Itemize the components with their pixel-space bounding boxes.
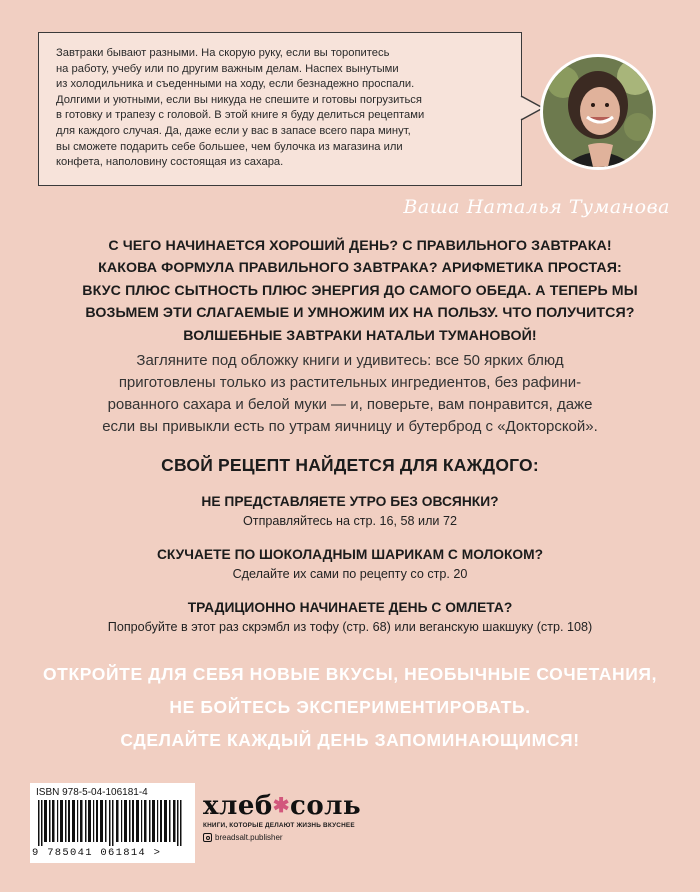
lead-paragraph [70,235,650,347]
intro-paragraph [60,350,640,438]
barcode-icon [36,800,188,846]
lead-line: ВКУС ПЛЮС СЫТНОСТЬ ПЛЮС ЭНЕРГИЯ ДО САМОГО ОБЕДА. А ТЕПЕРЬ МЫ [82,282,638,299]
publisher-handle [203,833,373,842]
lead-line: ВОЗЬМЕМ ЭТИ СЛАГАЕМЫЕ И УМНОЖИМ ИХ НА ПОЛЬЗУ. ЧТО ПОЛУЧИТСЯ? [85,305,635,322]
quote-line: вы сможете подарить себе большее, чем булочка из магазина или [56,140,403,153]
publisher-wordmark [203,791,373,820]
isbn-digits: 9 785041 061814 > [32,847,162,859]
lead-line: С ЧЕГО НАЧИНАЕТСЯ ХОРОШИЙ ДЕНЬ? С ПРАВИЛЬНОГО ЗАВТРАКА! [108,238,612,254]
quote-line: Долгими и уютными, если вы никуда не спешите и готовы погрузиться [56,93,422,106]
tip-chocolate-balls [40,547,660,581]
isbn-barcode-box [30,783,195,863]
lead-line: ВОЛШЕБНЫЕ ЗАВТРАКИ НАТАЛЬИ ТУМАНОВОЙ! [183,327,537,344]
publisher-wordmark-left: хлеб [203,791,273,821]
section-title: СВОЙ РЕЦЕПТ НАЙДЕТСЯ ДЛЯ КАЖДОГО: [161,455,539,475]
isbn-label: ISBN 978-5-04-106181-4 [36,787,148,798]
author-photo [540,54,656,170]
intro-line: если вы привыкли есть по утрам яичницу и бутерброд с «Докторской». [102,418,598,435]
tip-answer: Отправляйтесь на стр. 16, 58 или 72 [243,514,457,528]
publisher-tagline: КНИГИ, КОТОРЫЕ ДЕЛАЮТ ЖИЗНЬ ВКУСНЕЕ [203,822,355,829]
outro-line: НЕ БОЙТЕСЬ ЭКСПЕРИМЕНТИРОВАТЬ. [169,697,531,717]
quote-line: на работу, учебу или по другим важным делам. Наспех вынутыми [56,62,399,75]
tip-answer: Сделайте их сами по рецепту со стр. 20 [232,567,468,581]
tip-omelette [40,600,660,634]
tip-oatmeal [40,494,660,528]
publisher-wordmark-right: соль [289,791,362,821]
intro-line: Загляните под обложку книги и удивитесь: все 50 ярких блюд [136,352,564,369]
outro-line: ОТКРОЙТЕ ДЛЯ СЕБЯ НОВЫЕ ВКУСЫ, НЕОБЫЧНЫЕ СОЧЕТАНИЯ, [42,664,658,684]
publisher-logo [203,791,373,842]
author-quote [56,46,486,171]
quote-line: Завтраки бывают разными. На скорую руку, если вы торопитесь [56,47,390,59]
quote-line: из холодильника и съеденными на ходу, если безнадежно проспали. [56,78,415,91]
flower-icon: ✱ [272,793,290,817]
tip-question: ТРАДИЦИОННО НАЧИНАЕТЕ ДЕНЬ С ОМЛЕТА? [187,600,513,615]
tip-question: НЕ ПРЕДСТАВЛЯЕТЕ УТРО БЕЗ ОВСЯНКИ? [201,494,499,509]
author-signature: Ваша Наталья Туманова [403,196,670,218]
intro-line: рованного сахара и белой муки — и, поверьте, вам понравится, даже [107,396,593,413]
quote-line: конфета, наполовину состоящая из сахара. [56,156,284,169]
outro-line: СДЕЛАЙТЕ КАЖДЫЙ ДЕНЬ ЗАПОМИНАЮЩИМСЯ! [120,730,580,750]
intro-line: приготовлены только из растительных ингредиентов, без рафини- [118,374,582,391]
quote-line: в готовку и трапезу с головой. В этой книге я буду делиться рецептами [56,109,425,122]
lead-line: КАКОВА ФОРМУЛА ПРАВИЛЬНОГО ЗАВТРАКА? АРИФМЕТИКА ПРОСТАЯ: [98,260,622,277]
publisher-handle-text: breadsalt.publisher [215,833,283,842]
outro-callout [40,658,660,757]
instagram-icon [203,833,212,842]
tip-answer: Попробуйте в этот раз скрэмбл из тофу (стр. 68) или веганскую шакшуку (стр. 108) [107,620,593,634]
tip-question: СКУЧАЕТЕ ПО ШОКОЛАДНЫМ ШАРИКАМ С МОЛОКОМ? [156,547,544,562]
quote-line: для каждого случая. Да, даже если у вас в запасе всего пара минут, [56,124,411,137]
